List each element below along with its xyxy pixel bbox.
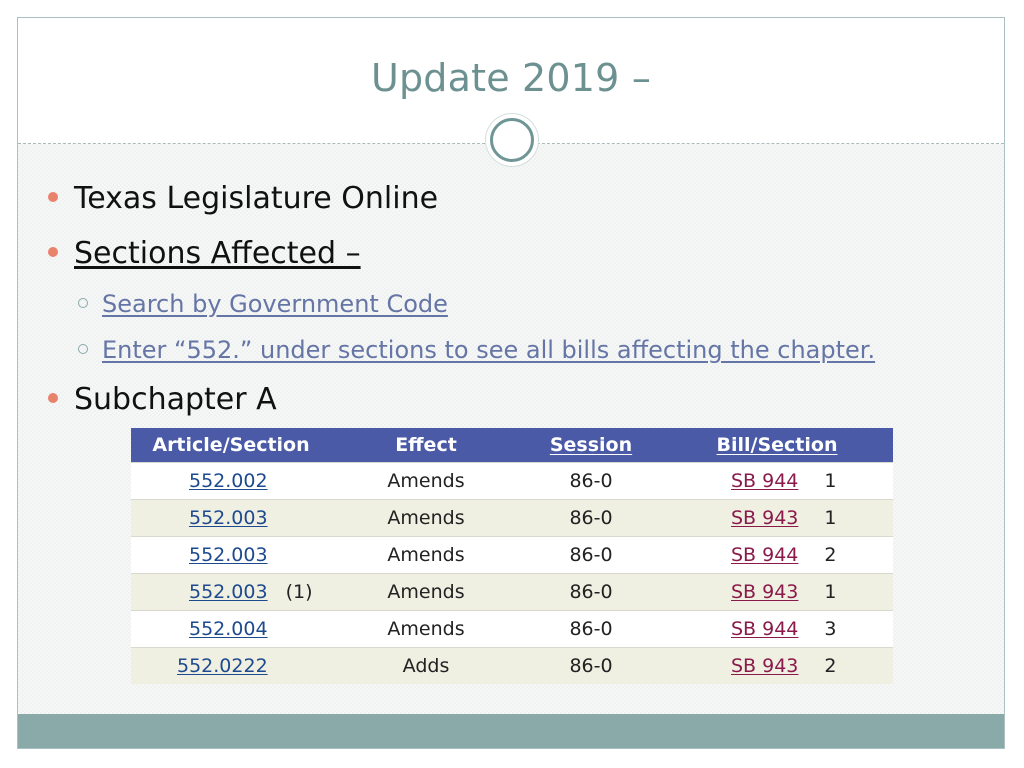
enter-552-link[interactable]: Enter “552.” under sections to see all bills affecting the chapter.	[102, 336, 876, 364]
cell-session: 86-0	[521, 500, 661, 537]
bullet-dot-icon	[48, 192, 58, 202]
bill-section-number: 1	[824, 507, 837, 529]
slide-title: Update 2019 –	[370, 56, 652, 100]
cell-article	[131, 648, 331, 685]
bullet-dot-icon	[48, 393, 58, 403]
slide	[17, 17, 1005, 749]
header-article-section: Article/Section	[131, 428, 331, 463]
header-bill-section[interactable]	[661, 428, 893, 463]
cell-effect: Amends	[331, 611, 521, 648]
cell-effect: Amends	[331, 500, 521, 537]
bill-section-number: 1	[824, 470, 837, 492]
cell-article	[131, 500, 331, 537]
table-row	[131, 463, 893, 500]
cell-bill	[661, 463, 893, 500]
bill-link[interactable]: SB 943	[731, 655, 799, 677]
hollow-bullet-icon	[78, 298, 88, 308]
article-suffix: (1)	[285, 581, 313, 603]
cell-effect: Adds	[331, 648, 521, 685]
cell-article	[131, 463, 331, 500]
circle-emblem-icon	[486, 114, 538, 166]
bill-link[interactable]: SB 943	[731, 507, 799, 529]
article-link[interactable]: 552.003	[189, 507, 268, 529]
article-link[interactable]: 552.002	[189, 470, 268, 492]
sub-bullet-enter-552[interactable]	[78, 336, 875, 364]
bullet-subchapter-a	[48, 382, 277, 417]
sections-affected-table	[131, 428, 893, 684]
cell-article	[131, 574, 331, 611]
cell-bill	[661, 574, 893, 611]
cell-effect: Amends	[331, 574, 521, 611]
cell-effect: Amends	[331, 463, 521, 500]
cell-bill	[661, 537, 893, 574]
bill-link[interactable]: SB 944	[731, 470, 799, 492]
bullet-dot-icon	[48, 247, 58, 257]
cell-session: 86-0	[521, 611, 661, 648]
bill-section-number: 3	[824, 618, 837, 640]
cell-session: 86-0	[521, 463, 661, 500]
article-link[interactable]: 552.004	[189, 618, 268, 640]
bill-section-number: 2	[824, 655, 837, 677]
bill-section-number: 2	[824, 544, 837, 566]
table-row	[131, 574, 893, 611]
cell-bill	[661, 648, 893, 685]
bullet-texas-legislature-online	[48, 181, 438, 216]
bill-link[interactable]: SB 944	[731, 618, 799, 640]
table-row	[131, 500, 893, 537]
sub-bullet-search-by-government-code[interactable]	[78, 290, 448, 318]
cell-bill	[661, 611, 893, 648]
sort-bill-section-link[interactable]: Bill/Section	[716, 434, 838, 456]
bullet-sections-affected[interactable]	[48, 236, 361, 271]
article-link[interactable]: 552.003	[189, 544, 268, 566]
ring-icon	[490, 118, 534, 162]
sort-session-link[interactable]: Session	[549, 434, 633, 456]
table-header-row	[131, 428, 893, 463]
sections-affected-link[interactable]: Sections Affected –	[74, 236, 361, 271]
bullet-text: Subchapter A	[74, 382, 277, 417]
table-row	[131, 648, 893, 685]
cell-bill	[661, 500, 893, 537]
footer-bar	[18, 714, 1004, 748]
cell-session: 86-0	[521, 648, 661, 685]
bill-section-number: 1	[824, 581, 837, 603]
bullet-text: Texas Legislature Online	[74, 181, 439, 216]
table-row	[131, 611, 893, 648]
article-link[interactable]: 552.0222	[177, 655, 268, 677]
cell-effect: Amends	[331, 537, 521, 574]
cell-session: 86-0	[521, 537, 661, 574]
cell-session: 86-0	[521, 574, 661, 611]
hollow-bullet-icon	[78, 344, 88, 354]
table-row	[131, 537, 893, 574]
article-link[interactable]: 552.003	[189, 581, 268, 603]
search-by-government-code-link[interactable]: Search by Government Code	[102, 290, 448, 318]
bill-link[interactable]: SB 944	[731, 544, 799, 566]
cell-article	[131, 611, 331, 648]
bill-link[interactable]: SB 943	[731, 581, 799, 603]
cell-article	[131, 537, 331, 574]
header-effect: Effect	[331, 428, 521, 463]
header-session[interactable]	[521, 428, 661, 463]
